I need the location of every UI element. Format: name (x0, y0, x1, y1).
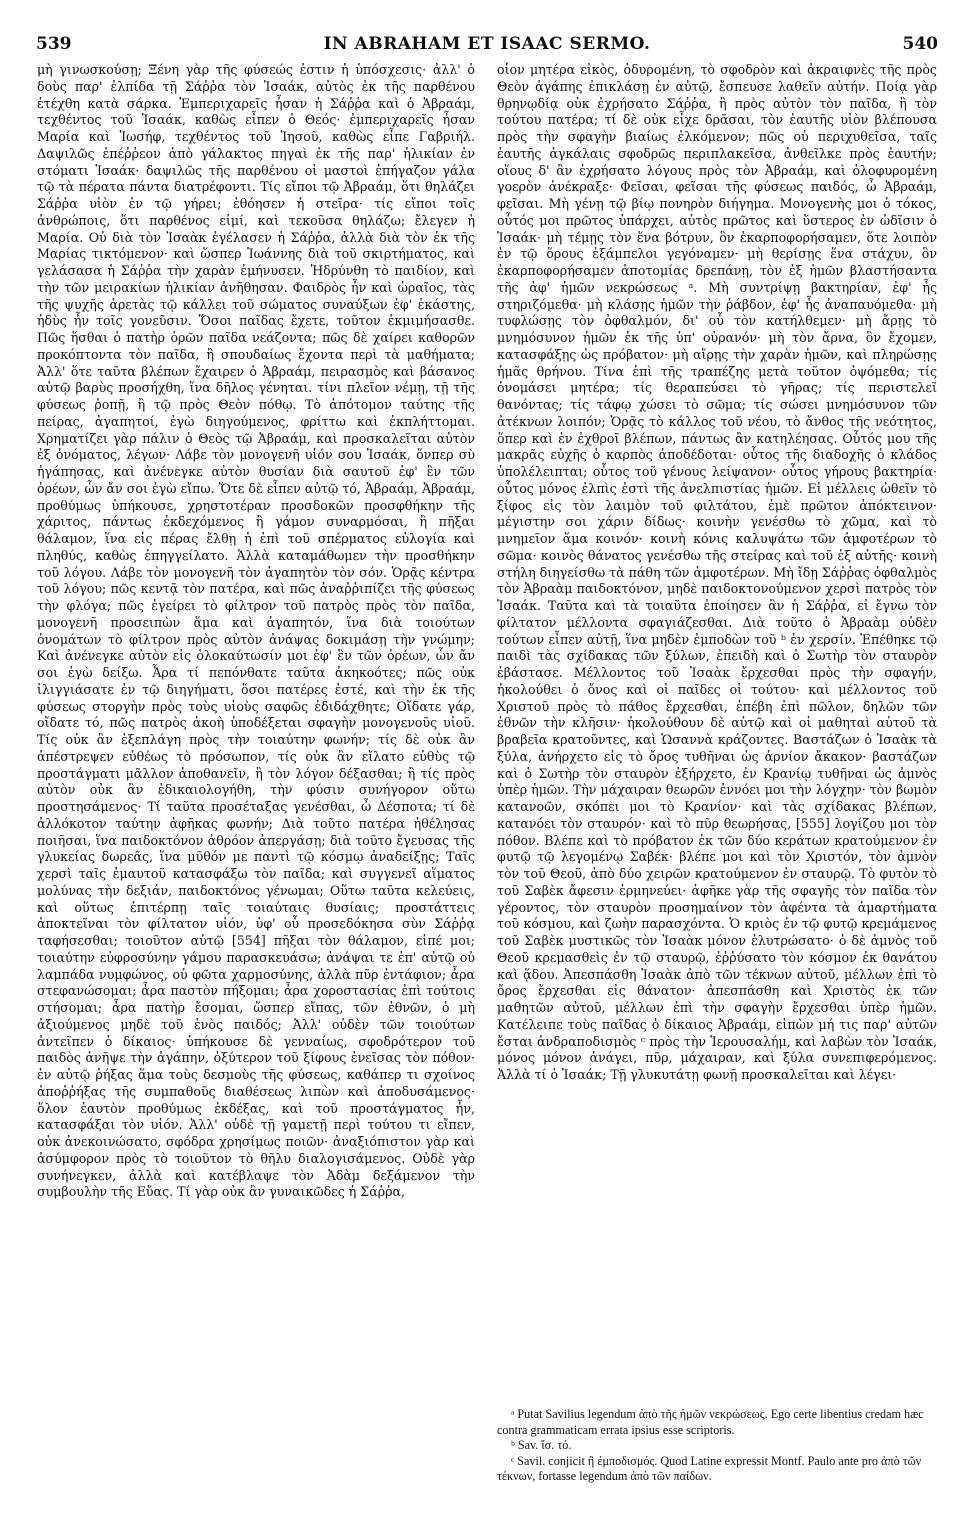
page-number-left: 539 (36, 34, 72, 54)
footnotes (497, 1407, 937, 1527)
left-column (37, 62, 475, 1522)
right-column (497, 62, 937, 1522)
footnote-b: ᵇ Sav. ἴσ. τό. (511, 1438, 572, 1452)
running-title: IN ABRAHAM ET ISAAC SERMO. (323, 34, 651, 54)
right-column-text: οἷον μητέρα εἰκὸς, ὀδυρομένη, τὸ σφοδρὸν καὶ ἀκραιφνὲς τῆς πρὸς Θεὸν ἀγάπης ἐπικλάσῃ ἐν αὐτῷ, ἔσπευσε λαθεῖν αὐτήν. Ποίᾳ γὰρ θρηνῳδίᾳ οὐκ ἐχρήσατο Σάῤῥα, ἢ πρὸς αὐτὸν τὸν παῖδα, ἢ τὸν τούτου πατέρα; τί δὲ οὐκ εἶχε δρᾶσαι, τὸν ἑαυτῆς υἱὸν βλέπουσα πρὸς τὴν σφαγὴν βιαίως ἑλκόμενον; πῶς οὐ περιχυθεῖσα, ταῖς ἑαυτῆς ἀγκάλαις σφοδρῶς περιπλακεῖσα, ἀνθεῖλκε πρὸς ἑαυτήν; οἵους δ' ἂν ἐχρήσατο λόγους πρὸς τὸν Ἀβραάμ, καὶ ὀλοφυρομένη γοερὸν ἀνέκραξε· Φεῖσαι, φεῖσαι τῆς φύσεως παιδός, ὦ Ἀβραάμ, φεῖσαι. Μὴ γένῃ τῷ βίῳ πονηρὸν διήγημα. Μονογενὴς μοι ὁ τόκος, οὗτός μοι πρῶτος ὑπάρχει, αὐτὸς πρῶτος καὶ ὕστερος ἐν ὠδῖσιν ὁ Ἰσαάκ· μὴ τέμῃς τὸν ἕνα βότρυν, ὃν ἐκαρποφορήσαμεν, ὅτε λοιπὸν ἐν τῷ ὅρους ἐξάμπελοι γεγόναμεν· μὴ θερίσῃς ἕνα στάχυν, ὃν ἐκαρποφορήσαμεν ἀποτομίας δρεπάνῃ, τὸν ἐξ ἡμῶν βλαστήσαντα τῆς ἀφ' ἡμῶν νεκρώσεως ᵃ. Μὴ συντρίψῃ βακτηρίαν, ἐφ' ἧς στηριζόμεθα· μὴ κλάσῃς ἡμῶν τὴν ῥάβδον, ἐφ' ἧς ἀναπαυόμεθα· μὴ τυφλώσῃς τὸν ὀφθαλμόν, δι' οὗ τὸν κατήλθεμεν· μὴ ἄρῃς τὸ μνημόσυνον ἡμῶν ἐκ τῆς ὑπ' οὐρανόν· μὴ τὸν ἄρνα, ὃν ἔχομεν, κατασφάξῃς ὡς πρόβατον· μὴ αἴρῃς τὴν χαρὰν ἡμῶν, καὶ πληρώσῃς ἡμᾶς θρήνου. Τίνα ἐπὶ τῆς τραπέζης μετὰ τοῦτον ὀψόμεθα; τίς ὀνομάσει μητέρα; τίς θεραπεύσει τὸ γῆρας; τίς περιστελεῖ θανόντας; τίς τάφῳ χώσει τὸ σῶμα; τίς σώσει μνημόσυνον τῶν ἀτέκνων λοιπόν; Ὁρᾷς τὸ κάλλος τοῦ νέου, τὸ ἄνθος τῆς νεότητος, ὅπερ καὶ ἐν ἐχθροῖ βλέπων, πάντως ἂν κατηλέησας. Οὗτός μου τῆς μακρᾶς εὐχῆς ὁ καρπὸς ἀποδέδοται· οὗτος τῆς διαδοχῆς ὁ κλάδος ὑπολέλειπται; οὗτος τοῦ γένους λείψανον· οὗτος γήρους βακτηρία· οὗτος μόνος ἐλπὶς ἐστὶ τῆς ἀνελπιστίας ἡμῶν. Εἰ μέλλεις ὠθεῖν τὸ ξίφος εἰς τὸν λαιμὸν τοῦ φιλτάτου, ἐμὲ πρῶτον ἀπόκτεινον· μέγιστην σοι χάριν δίδως· κοινὴν γενέσθω τὸ χῶμα, καὶ τὸ μνημεῖον ἅμα κοινόν· κοινὴ κόνις καλυψάτω τῶν ἀμφοτέρων τὸ σῶμα· κοινὸς θάνατος γενέσθω τῆς στείρας καὶ τοῦ ἐξ αὐτῆς· κοινὴ στήλη διηγείσθω τὰ πάθη τῶν ἀμφοτέρων. Μὴ ἴδῃ Σάῤῥας ὀφθαλμὸς τὸν Ἀβραὰμ παιδοκτόνον, μηδὲ παιδοκτονούμενον χερσὶ πατρὸς τὸν Ἰσαάκ. Ταῦτα καὶ τὰ τοιαῦτα ἐποίησεν ἂν ἡ Σάῤῥα, εἰ ἔγνω τὸν φίλτατον μέλλοντα σφαγιάζεσθαι. Διὰ τοῦτο ὁ Ἀβραὰμ οὐδὲν τούτων εἶπεν αὐτῇ, ἵνα μηδὲν ἐμποδὼν τοῦ ᵇ ἐν χερσίν. Ἐπέθηκε τῷ παιδὶ τὰς σχίδακας τῶν ξύλων, ἐπειδὴ καὶ ὁ Σωτὴρ τὸν σταυρὸν ἐβάστασε. Μέλλοντος τοῦ Ἰσαὰκ ἔρχεσθαι πρὸς τὴν σφαγήν, ἠκολούθει ὁ ὄνος καὶ οἱ παῖδες οἱ τούτου· καὶ μέλλοντος τοῦ Χριστοῦ πρὸς τὸ πάθος ἔρχεσθαι, ἐπέβη ἐπὶ πῶλον, δηλῶν τῶν ἐθνῶν τὴν κλῆσιν· ἠκολούθουν δὲ αὐτῷ καὶ οἱ μαθηταὶ αὐτοῦ τὰ βραβεῖα κρατοῦντες, καὶ Ὡσαννὰ κράζοντες. Βαστάζων ὁ Ἰσαὰκ τὰ ξύλα, ἀνήρχετο εἰς τὸ ὄρος τυθῆναι ὡς ἀρνίον ἄκακον· βαστάζων καὶ ὁ Σωτὴρ τὸν σταυρὸν ἐξήρχετο, ἐν Κρανίῳ τυθῆναι ὡς ἀμνὸς ὑπὲρ ἡμῶν. Τὴν μάχαιραν θεωρῶν ἐννόει μοι τὴν λόγχην· τὸν βωμὸν κατανοῶν, σκόπει μοι τὸ Κρανίον· καὶ τὰς σχίδακας βλέπων, κατανόει τὸν σταυρόν· καὶ τὸ πῦρ θεωρήσας, [555] λογίζου μοι τὸν πόθον. Βλέπε καὶ τὸ πρόβατον ἐκ τῶν δύο κεράτων κρατούμενον ἐν φυτῷ τῷ λεγομένῳ Σαβέκ· βλέπε μοι καὶ τὸν Χριστόν, τὸν ἀμνὸν τὸν τοῦ Θεοῦ, ἀπὸ δύο χειρῶν κρατούμενον ἐν σταυρῷ. Τὸ φυτὸν τὸ τοῦ Σαβὲκ ἄφεσιν ἑρμηνεύει· ἀφῆκε γὰρ τῆς σφαγῆς τὸν παῖδα τὸν γέροντος, τὸν σταυρὸν προσημαίνον τὸν ἀφέντα τὰ ἁμαρτήματα τοῦ κόσμου, καὶ ζωὴν παρασχόντα. Ὁ κριὸς ἐν τῷ φυτῷ κρεμάμενος τοῦ Σαβὲκ μυστικῶς τὸν Ἰσαὰκ μόνον ἐλυτρώσατο· ὁ δὲ ἀμνὸς τοῦ Θεοῦ κρεμασθεὶς ἐν τῷ σταυρῷ, ἐῤῥύσατο τὸν κόσμον ἐκ θανάτου καὶ ᾅδου. Ἀπεσπάσθη Ἰσαὰκ ἀπὸ τῶν τέκνων αὐτοῦ, μέλλων ἐπὶ τὸ ὄρος ἔρχεσθαι εἰς θάνατον· ἀπεσπάσθη καὶ Χριστὸς ἐκ τῶν μαθητῶν αὐτοῦ, μέλλων ἐπὶ τὴν σφαγὴν ἔρχεσθαι ὑπὲρ ἡμῶν. Κατέλειπε τοὺς παῖδας ὁ δίκαιος Ἀβραάμ, εἰπὼν μή τις παρ' αὐτῶν ἔσται ἀνδραποδισμὸς ᶜ πρὸς τὴν Ἱερουσαλήμ, καὶ λαβὼν τὸν Ἰσαάκ, μόνος μόνον ἀνάγει, πῦρ, μάχαιραν, καὶ ξύλα συνεπιφερόμενος. Ἀλλὰ τί ὁ Ἰσαάκ; Τῇ γλυκυτάτῃ φωνῇ προσκαλεῖται καὶ λέγει· (497, 62, 937, 1082)
left-column-text: μὴ γινωσκούσῃ; Ξένη γὰρ τῆς φύσεώς ἐστιν ἡ ὑπόσχεσις· ἀλλ' ὁ δοὺς παρ' ἐλπίδα τῇ Σάῤῥα τὸν Ἰσαάκ, αὐτὸς ἐκ τῆς παρθένου ἐτέχθη κατὰ σάρκα. Ἐμπεριχαρεῖς ἦσαν ἡ Σάῤῥα καὶ ὁ Ἀβραάμ, τεχθέντος τοῦ Ἰσαάκ, καθὼς εἶπεν ὁ Θεός· ἐμπεριχαρεῖς ἦσαν Μαρία καὶ Ἰωσήφ, τεχθέντος τοῦ Ἰησοῦ, καθὼς εἶπε Γαβριήλ. Δαψιλῶς ἐπέῤῥεον ἀπὸ γάλακτος πηγαὶ ἐκ τῆς παρ' ἡλικίαν ἐν στόματι Ἰσαάκ· δαψιλῶς τῆς παρθένου οἱ μαστοὶ ἐπήγαζον γάλα τῷ τὰ πέρατα πάντα διατρέφοντι. Τίς εἴποι τῷ Ἀβραάμ, ὅτι θηλάζει Σάῤῥα υἱὸν ἐν τῷ γήρει; ἐθόησεν ἡ στεῖρα· τίς εἴποι τοῖς ἀνθρώποις, ὅτι παρθένος εἰμί, καὶ τεκοῦσα θηλάζω; ἔλεγεν ἡ Μαρία. Οὐ διὰ τὸν Ἰσαὰκ ἐγέλασεν ἡ Σάῤῥα, ἀλλὰ διὰ τὸν ἐκ τῆς Μαρίας τικτόμενον· καὶ ὥσπερ Ἰωάννης διὰ τοῦ σκιρτήματος, καὶ γελάσασα ἡ Σάῤῥα τὴν χαρὰν ἐμήνυσεν. Ἠδρύνθη τὸ παιδίον, καὶ τὴν τῶν μειρακίων ἡλικίαν ἀνῆθησαν. Φαιδρὸς ἦν καὶ ὡραῖος, τὰς τῆς ψυχῆς ἀρετὰς τῷ κάλλει τοῦ σώματος συναύξων ἐφ' ἑκάστης, ἡδὺς ἦν τοῖς γονεῦσιν. Ὅσοι παῖδας ἔχετε, τοῦτον ἐκμιμήσασθε. Πῶς ἥσθαι ὁ πατὴρ ὁρῶν παῖδα νεάζοντα; πῶς δὲ χαίρει καθορῶν προκόπτοντα τὸν παῖδα, ἢ σπουδαίως ἔχοντα περὶ τὰ μαθήματα; Ἀλλ' ὅτε ταῦτα βλέπων ἔχαιρεν ὁ Ἀβραάμ, πειρασμὸς καὶ βάσανος αὐτῷ βαρὺς προσήχθη, ἵνα δῆλος γένηται. τίνι πλεῖον νέμῃ, τῇ τῆς φύσεως ῥοπῇ, ἢ τῷ πρὸς Θεὸν πόθῳ. Τὸ ἀπότομον ταύτης τῆς πείρας, ἀγαπητοί, ἐγὼ διηγούμενος, φρίττω καὶ ἐκπλήττομαι. Χρηματίζει γὰρ πάλιν ὁ Θεὸς τῷ Ἀβραάμ, καὶ προσκαλεῖται αὐτὸν ἐξ ὀνόματος, λέγων· Λάβε τὸν μονογενῆ υἱόν σου Ἰσαάκ, ὅνπερ σὺ ἠγάπησας, καὶ ἀνένεγκε αὐτὸν θυσίαν διὰ σαυτοῦ ἐφ' ἓν τῶν ὀρέων, ὧν ἄν σοι ἐγὼ εἴπω. Ὅτε δὲ εἶπεν αὐτῷ τό, Ἀβραάμ, Ἀβραάμ, προθύμως ὑπήκουσε, χρηστοτέραν προσδοκῶν προσφθήκην τῆς χάριτος, πάντως ἐκδεχόμενος ἢ γάμον συναρμόσαι, ἢ πῆξαι θάλαμον, ἵνα εἰς πέρας ἔλθῃ ἡ ἐπὶ τοῦ σπέρματος εὐλογία καὶ πληθύς, καθὼς ἐπηγγείλατο. Ἀλλὰ καταμάθωμεν τὴν προσθήκην τοῦ λόγου. Λάβε τὸν μονογενῆ τὸν ἀγαπητὸν τὸν σόν. Ὁρᾷς κέντρα τοῦ λόγου; πῶς κεντᾷ τὸν πατέρα, καὶ πῶς ἀναῤῥιπίζει τῆς φύσεως τὴν φλόγα; πῶς ἐγείρει τὸ φίλτρον τοῦ πατρὸς πρὸς τὸν παῖδα, μονογενῆ προσειπὼν ἅμα καὶ ἀγαπητόν, ἵνα διὰ τοιούτων ὀνομάτων τὸ φίλτρον πρὸς αὐτὸν ἀνάψας δοκιμάσῃ τὴν γνώμην; Καὶ ἀνένεγκε αὐτὸν εἰς ὁλοκαύτωσίν μοι ἐφ' ἓν τῶν ὀρέων, ὧν ἄν σοι ἐγὼ δείξω. Ἆρα τί πεπόνθατε ταῦτα ἀκηκοότες; πῶς οὐκ ἰλιγγιάσατε ἐν τῷ διηγήματι, ὅσοι πατέρες ἐστέ, καὶ τὴν ἐκ τῆς φύσεως στοργὴν πρὸς τοὺς υἱοὺς σαφῶς ἐδιδάχθητε; Οἴδατε γάρ, οἴδατε τό, πῶς πατρὸς ἀκοὴ ὑποδέξεται σφαγὴν μονογενοῦς υἱοῦ. Τίς οὐκ ἂν ἐξεπλάγη πρὸς τὴν τοιαύτην φωνήν; τίς δὲ οὐκ ἂν ἀπέστρεψεν εὐθέως τὸ πρόσωπον, τίς οὐκ ἂν εἴλατο εὐθὺς τῷ προστάγματι μᾶλλον ἀποθανεῖν, ἢ τὸν λόγον δέξασθαι; ἢ τίς πρὸς αὐτὸν οὐκ ἂν ἐδικαιολογήθη, τὴν φύσιν συνήγορον οὕτω προστησάμενος· Τί ταῦτα προσέταξας γενέσθαι, ὦ Δέσποτα; τί δὲ ἀλλόκοτον ταύτην ἀφῆκας φωνήν; Διὰ τοῦτο πατέρα ἠθέλησας ποιῆσαι, ἵνα παιδοκτόνον ἀθρόον ἀπεργάσῃ; διὰ τοῦτο ἔγευσας τῆς γλυκείας δωρεᾶς, ἵνα μῦθόν με παντὶ τῷ κόσμῳ ἀναδείξῃς; Ταῖς χερσὶ ταῖς ἐμαυτοῦ κατασφάξω τὸν παῖδα; καὶ συγγενεῖ αἵματος μολύνας τὴν δεξιάν, παιδοκτόνος γένωμαι; Οὕτω ταῦτα κελεύεις, καὶ οὕτως ἐπιτέρπῃ ταῖς τοιαύταις θυσίαις; προστάττεις ἀποκτεῖναι τὸν φίλτατον υἱόν, ὑφ' οὗ προσεδόκησα σὺν Σάῤῥᾳ ταφήσεσθαι; τοιοῦτον αὐτῷ [554] πῆξαι τὸν θάλαμον, εἰπέ μοι; τοιαύτην εὐφροσύνην γάμου παρασκευάσω; ἀνάψαι τε ἐπ' αὐτῷ οὐ λαμπάδα νυμφώνος, οὐ φῶτα χαρμοσύνης, ἀλλὰ πῦρ ἐντάφιον; ἆρα στεφανώσομαι; ἆρα παστὸν πήξομαι; ἆρα χοροστασίας ἐπὶ τούτοις στήσομαι; ἆρα πατὴρ ἔσομαι, ὥσπερ εἴπας, τῶν ἐθνῶν, ὁ μὴ ἀξιούμενος μηδὲ τοῦ ἑνὸς παιδός; Ἀλλ' οὐδὲν τῶν τοιούτων ἀντεῖπεν ὁ δίκαιος· ὑπήκουσε δὲ γενναίως, σφοδρότερον τοῦ παιδὸς ἀνῆψε τὴν ἀγάπην, ὀξύτερον τοῦ ξίφους ἐνεῖσας τὸν πόθον· ἐν αὐτῷ ῥήξας ἅμα τοὺς δεσμοὺς τῆς φύσεως, καθάπερ τι σχοίνος ἀποῤῥήξας τῆς συμπαθοῦς διαθέσεως λιπὼν καὶ ἀποδυσάμενος· ὅλον ἑαυτὸν προθύμως ἐκδέξας, καὶ τοῦ προστάγματος ἦν, κατασφάξαι τὸν υἱόν. Ἀλλ' οὐδὲ τῇ γαμετῇ περὶ τούτου τι εἴπεν, οὐκ ἀνεκοινώσατο, σφόδρα χρησίμως ποιῶν· ἀναξιόπιστον γὰρ καὶ ἀσύμφορον πρὸς τὸ τοιοῦτον τὸ θῆλυ διαλογισάμενος. Οὐδὲ γὰρ συνήνεγκεν, ἀλλὰ καὶ κατέβλαψε τὸν Ἀδὰμ δεξάμενον τὴν συμβουλὴν τῆς Εὔας. Τί γὰρ οὐκ ἂν γυναικῶδες ἡ Σάῤῥα, (37, 62, 475, 1200)
page-header (36, 34, 938, 58)
footnote-a: ᵃ Putat Savilius legendum ἀπὸ τῆς ἡμῶν νεκρώσεως. Ego certe libentius credam hæc contra grammaticam errata ipsius esse scriptoris. (497, 1407, 924, 1437)
footnote-c: ᶜ Savil. conjicit ἢ ἐμποδισμός. Quod Latine expressit Montf. Paulo ante pro ἀπὸ τῶν τέκνων, fortasse legendum ἀπὸ τῶν παίδων. (497, 1453, 922, 1483)
page-number-right: 540 (902, 34, 938, 54)
